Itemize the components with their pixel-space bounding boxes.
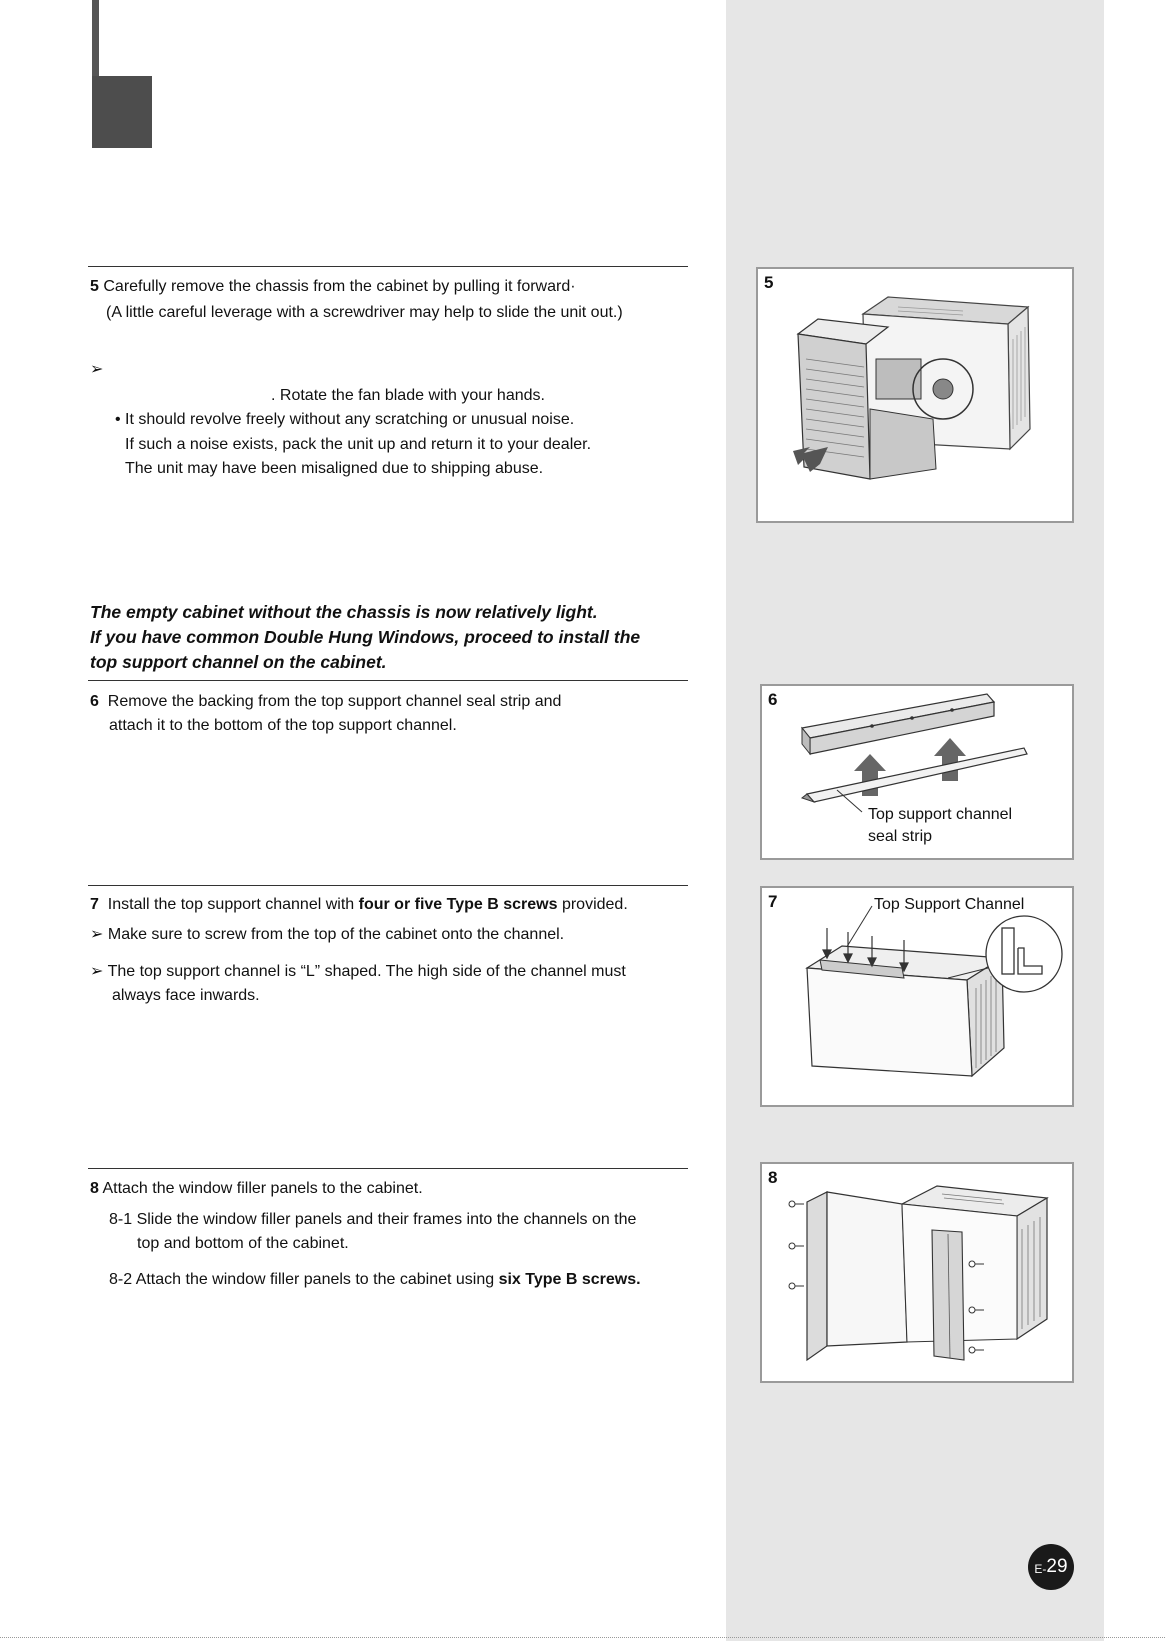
step7-text-post: provided. xyxy=(561,896,628,913)
figure-6-callout-line2: seal strip xyxy=(868,828,933,845)
section-tab-block xyxy=(92,76,152,148)
step5-line1 xyxy=(90,275,576,299)
note-marker-icon: ➢ xyxy=(90,963,104,980)
top-channel-install-illustration xyxy=(762,888,1072,1105)
step7-line1 xyxy=(90,893,628,917)
page-number: 29 xyxy=(1046,1556,1068,1577)
section-tab-line xyxy=(92,0,99,78)
step7-number: 7 xyxy=(90,896,99,913)
figure-8 xyxy=(760,1162,1074,1383)
note-marker-icon: ➢ xyxy=(90,926,104,943)
figure-6-label: 6 xyxy=(768,690,778,709)
step5-text: Carefully remove the chassis from the cabinet by pulling it forward xyxy=(103,278,571,295)
page-number-badge xyxy=(1028,1544,1074,1590)
step6-line1 xyxy=(90,690,561,714)
step8-text: Attach the window filler panels to the cabinet. xyxy=(102,1180,423,1197)
page-prefix: E- xyxy=(1034,1562,1047,1576)
chassis-removal-illustration xyxy=(758,269,1072,521)
step5-line2-text: (A little careful leverage with a screwdriver may help to slide xyxy=(106,304,530,321)
step6-line2: attach it to the bottom of the top support channel. xyxy=(109,717,457,734)
section-divider xyxy=(88,885,688,886)
step8-sub2-text: 8-2 Attach the window filler panels to the cabinet using xyxy=(109,1271,495,1288)
step7-text-bold: four or five Type B screws xyxy=(358,896,558,913)
step7-note2 xyxy=(90,960,626,984)
step5-dot: · xyxy=(570,278,576,295)
notice-line3: top support channel on the cabinet. xyxy=(90,652,387,672)
notice-line1: The empty cabinet without the chassis is now relatively light. xyxy=(90,602,598,622)
figure-8-label: 8 xyxy=(768,1168,778,1187)
figure-7-label: 7 xyxy=(768,892,778,911)
figure-7 xyxy=(760,886,1074,1107)
step5-number: 5 xyxy=(90,278,99,295)
step7-note2-line2: always face inwards. xyxy=(112,987,260,1004)
figure-7-callout: Top Support Channel xyxy=(874,896,1025,913)
figure-5-label: 5 xyxy=(764,273,774,292)
step8-number: 8 xyxy=(90,1180,99,1197)
step8-sub1-line2: top and bottom of the cabinet. xyxy=(137,1235,349,1252)
section-divider xyxy=(88,1168,688,1169)
step7-note1 xyxy=(90,923,564,947)
step7-note1-text: Make sure to screw from the top of the cabinet onto the channel. xyxy=(107,926,565,943)
figure-6 xyxy=(760,684,1074,860)
step8-sub1-line1: 8-1 Slide the window filler panels and their frames into the channels on the xyxy=(109,1211,637,1228)
note-marker-icon: ➢ xyxy=(90,361,104,378)
filler-panels-illustration xyxy=(762,1164,1072,1381)
step6-number: 6 xyxy=(90,693,99,710)
figure-5 xyxy=(756,267,1074,523)
figure-6-callout-line1: Top support channel xyxy=(868,806,1013,823)
step5-bullet: • It should revolve freely without any scratching or unusual noise. xyxy=(115,411,575,428)
notice-line2: If you have common Double Hung Windows, proceed to install the xyxy=(90,627,641,647)
step5-note-line1: . Rotate the fan blade with your hands. xyxy=(271,387,545,404)
step7-note2-text: The top support channel is “L” shaped. The high side of the channel must xyxy=(107,963,626,980)
section-divider xyxy=(88,680,688,681)
step5-note-line4: The unit may have been misaligned due to shipping abuse. xyxy=(125,460,544,477)
step6-text: Remove the backing from the top support channel seal strip and xyxy=(107,693,562,710)
step8-sub2-bold: six Type B screws. xyxy=(498,1271,641,1288)
step7-text-pre: Install the top support channel with xyxy=(107,896,355,913)
section-divider xyxy=(88,266,688,267)
step5-line2 xyxy=(106,301,623,325)
page-bottom-border xyxy=(0,1637,1165,1638)
step5-note-line3: If such a noise exists, pack the unit up and return it to your dealer. xyxy=(125,436,592,453)
step8-sub2 xyxy=(109,1268,641,1292)
step5-line2b-text: the unit out.) xyxy=(533,304,623,321)
step8-line1 xyxy=(90,1177,423,1201)
